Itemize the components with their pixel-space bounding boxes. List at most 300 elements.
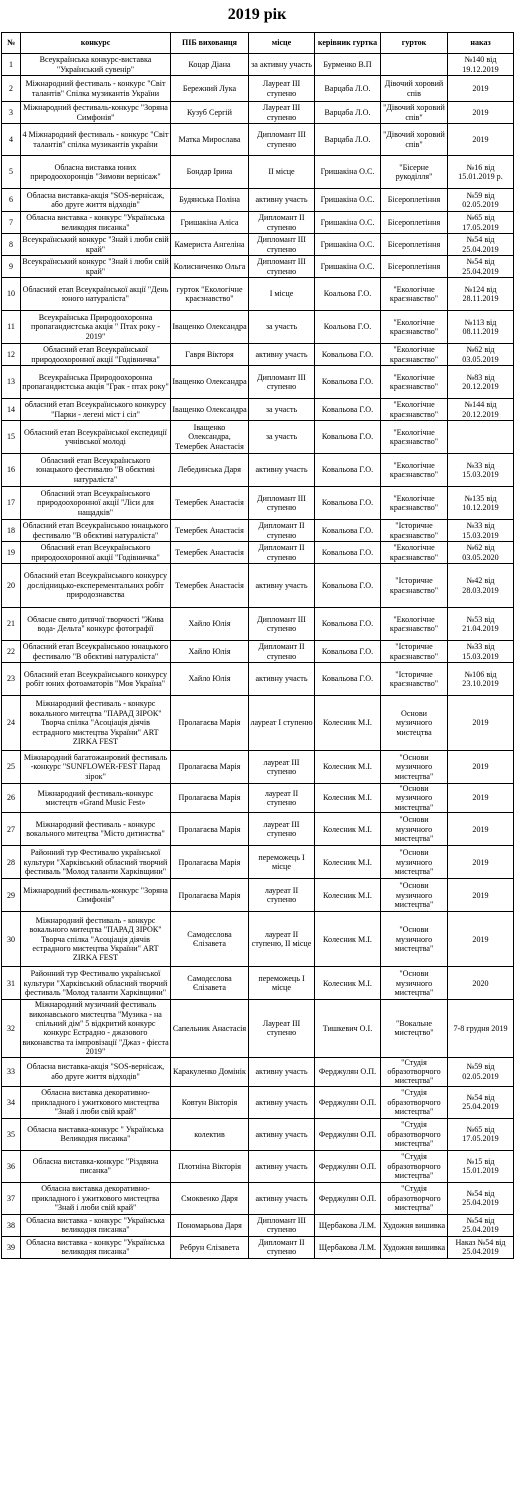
cell-order: 2020 (448, 967, 514, 1000)
cell-place: лауреат І ступеню (249, 696, 315, 751)
table-row (2, 311, 514, 344)
cell-student: Іващенко Олександра, Темербек Анастасія (171, 421, 249, 454)
cell-student: Каракуленко Домінік (171, 1057, 249, 1086)
cell-place: Дипломант ІІ ступеню (249, 520, 315, 542)
cell-order: 7-8 грудня 2019 (448, 1000, 514, 1057)
cell-number: 29 (2, 879, 21, 912)
cell-place: лауреат ІІ ступеню (249, 784, 315, 813)
cell-club: "Студія образотворчого мистецтва" (381, 1150, 448, 1182)
cell-club: "Історичне краєзнавство" (381, 663, 448, 696)
cell-order: №54 від 25.04.2019 (448, 1214, 514, 1236)
cell-leader: Варцаба Л.О. (315, 76, 381, 102)
cell-order: №140 від 19.12.2019 (448, 54, 514, 76)
cell-number: 1 (2, 54, 21, 76)
table-row (2, 1057, 514, 1086)
cell-leader: Ковальова Г.О. (315, 366, 381, 399)
cell-contest: Міжнародний фестиваль - конкурс вокального митецтва "Місто дитинства" (21, 813, 171, 846)
cell-contest: Обласне свято дитячої творчості "Жива вода- Дельта" конкурс фотографії (21, 608, 171, 641)
table-header-row (2, 33, 514, 54)
cell-leader: Гришакіна О.С. (315, 256, 381, 278)
table-row (2, 608, 514, 641)
cell-club: "Історичне краєзнавство" (381, 564, 448, 608)
cell-leader: Ферджулян О.П. (315, 1182, 381, 1214)
cell-club: "Історичне краєзнавство" (381, 520, 448, 542)
cell-contest: Всеукраїнська конкурс-виставка "Український сувенір" (21, 54, 171, 76)
cell-club: "Основи музичного мистецтва" (381, 751, 448, 784)
table-row (2, 784, 514, 813)
table-row (2, 487, 514, 520)
cell-contest: Всеукраїнський конкурс "Знай і люби свій край" (22, 235, 169, 254)
cell-order: №124 від 28.11.2019 (448, 278, 514, 311)
cell-order: 2019 (448, 76, 514, 102)
cell-contest: Всеукраїнський конкурс "Знай і люби свій край" (22, 257, 169, 276)
cell-number: 20 (2, 564, 21, 608)
cell-student: Бережний Лука (171, 76, 249, 102)
cell-contest: Обласна виставка-конкурс "Різдвяна писанка" (21, 1150, 171, 1182)
cell-student: Іващенко Олександра (171, 311, 249, 344)
cell-leader: Ковальова Г.О. (315, 399, 381, 421)
cell-number: 32 (2, 1000, 21, 1057)
table-row (2, 520, 514, 542)
cell-leader: Ковальова Г.О. (315, 564, 381, 608)
cell-student: Темербек Анастасія (171, 487, 249, 520)
cell-student: Гришакіна Аліса (171, 212, 249, 234)
cell-leader: Коальова Г.О. (315, 278, 381, 311)
cell-contest: Обласна виставка - конкурс "Українська великодня писанка" (21, 1214, 171, 1236)
cell-leader: Колесник М.І. (315, 912, 381, 967)
cell-club: Бісероплетіння (381, 256, 448, 278)
cell-student: Кузуб Сергій (171, 102, 249, 124)
cell-number: 2 (2, 76, 21, 102)
cell-student: Пролагаєва Марія (171, 696, 249, 751)
cell-contest: обласний етап Всеукраїнського конкурсу "Парки - легені міст і сіл" (21, 399, 171, 421)
cell-student: Пролагаєва Марія (171, 846, 249, 879)
cell-order: №42 від 28.03.2019 (448, 564, 514, 608)
cell-leader: Ферджулян О.П. (315, 1086, 381, 1118)
cell-club: "Студія образотворчого мистецтва" (381, 1182, 448, 1214)
cell-contest: Обласний етап Всеукраїнської природоохоронної акції "Годівничка" (21, 344, 171, 366)
cell-order: №62 від 03.05.2020 (448, 542, 514, 564)
cell-leader: Ферджулян О.П. (315, 1150, 381, 1182)
header-number: № (2, 33, 21, 54)
cell-club: "Студія образотворчого мистецтва" (381, 1086, 448, 1118)
cell-club: "Екологічне краєзнавство" (381, 366, 448, 399)
cell-club: "Екологічне краєзнавство" (381, 344, 448, 366)
cell-club: "Екологічне краєзнавство" (381, 399, 448, 421)
cell-leader: Ферджулян О.П. (315, 1118, 381, 1150)
cell-contest: 4 Міжнародний фестиваль - конкурс "Світ талантів" спілка музикантів україни (21, 124, 171, 156)
cell-order: №54 від 25.04.2019 (448, 234, 514, 256)
cell-leader: Гришакіна О.С. (315, 189, 381, 212)
cell-student: Хайло Юлія (171, 608, 249, 641)
header-contest: конкурс (21, 33, 171, 54)
cell-order: 2019 (448, 813, 514, 846)
table-row (2, 696, 514, 751)
cell-contest: Районний тур Фестивалю української культури "Харківський обласний творчий фестиваль "Молод таланти Харківщини" (21, 846, 171, 879)
cell-order: 2019 (448, 912, 514, 967)
cell-club: "Студія образотворчого мистецтва" (381, 1057, 448, 1086)
cell-leader: Колесник М.І. (315, 696, 381, 751)
cell-number: 28 (2, 846, 21, 879)
cell-contest: Обласний этап Всеукраїнського природоохоронної акції "Ліси для нащадків" (21, 487, 171, 520)
header-club: гурток (381, 33, 448, 54)
cell-place: Дипломант ІІ ступеню (249, 212, 315, 234)
cell-student: гурток "Екологічне краєзнавство" (171, 278, 249, 311)
cell-student: Пролагаєва Марія (171, 879, 249, 912)
cell-contest: Міжнародний фестиваль - конкурс вокального митецтва "ПАРАД ЗІРОК" Творча спілка "Асоціація діячів естрадного мистецтва України" ART ZIRKA FEST (21, 696, 171, 751)
cell-leader: Варцаба Л.О. (315, 102, 381, 124)
table-row (2, 76, 514, 102)
table-row (2, 54, 514, 76)
cell-leader: Ковальова Г.О. (315, 663, 381, 696)
cell-leader: Ковальова Г.О. (315, 421, 381, 454)
table-row (2, 1150, 514, 1182)
cell-contest: Обласна виставка-акція "SOS-вернісаж, або друге життя відходів" (21, 189, 171, 212)
cell-order: №54 від 25.04.2019 (448, 256, 514, 278)
cell-leader: Колесник М.І. (315, 879, 381, 912)
awards-table (1, 32, 514, 1259)
cell-club: "Основи музичного мистецтва" (381, 912, 448, 967)
cell-club: "Екологічне краєзнавство" (381, 542, 448, 564)
table-row (2, 212, 514, 234)
cell-place: Дипломант ІІІ ступеню (249, 1214, 315, 1236)
cell-order: 2019 (448, 102, 514, 124)
cell-leader: Ковальова Г.О. (315, 344, 381, 366)
cell-contest: Міжнародний фестиваль - конкурс вокального митецтва "ПАРАД ЗІРОК" Творча спілка "Асоціація діячів естрадного мистецтва України" ART ZIRKA FEST (21, 912, 171, 967)
cell-order: №59 від 02.05.2019 (448, 189, 514, 212)
cell-number: 16 (2, 454, 21, 487)
cell-number: 7 (2, 212, 21, 234)
cell-place: активну участь (249, 1118, 315, 1150)
cell-student: колектив (171, 1118, 249, 1150)
cell-club: "Екологічне краєзнавство" (381, 311, 448, 344)
cell-number: 26 (2, 784, 21, 813)
cell-contest: Обласна виставка декоративно-прикладного і ужиткового мистецтва "Знай і люби свій край" (21, 1182, 171, 1214)
cell-club (381, 54, 448, 76)
cell-number: 12 (2, 344, 21, 366)
table-row (2, 366, 514, 399)
cell-club: Художня вишивка (381, 1236, 448, 1258)
cell-student: Коцар Діана (171, 54, 249, 76)
cell-place: активну участь (249, 1086, 315, 1118)
cell-place: Дипломант ІІІ ступеню (249, 234, 315, 256)
cell-number: 33 (2, 1057, 21, 1086)
cell-student: Темербек Анастасія (171, 520, 249, 542)
cell-club: Бісероплетіння (381, 189, 448, 212)
cell-contest: Обласний етап Всеукраїнського конкурсу робіт юних фотоаматорів "Моя Україна" (21, 663, 171, 696)
table-row (2, 967, 514, 1000)
cell-contest: Обласна виставка-акція "SOS-вернісаж, або друге життя відходів" (21, 1057, 171, 1086)
cell-contest: Обласна виставка-конкурс " Українська Великодня писанка" (21, 1118, 171, 1150)
table-row (2, 421, 514, 454)
cell-leader: Тишкевич О.І. (315, 1000, 381, 1057)
cell-contest: Всеукраїнська Природоохоронна пропагандистська акція " Птах року - 2019" (21, 311, 171, 344)
cell-contest: Обласна виставка декоративно-прикладного і ужиткового мистецтва "Знай і люби свій край" (21, 1086, 171, 1118)
cell-club: "Екологічне краєзнавство" (381, 487, 448, 520)
header-student: ПІБ вихованця (171, 33, 249, 54)
cell-club: "Студія образотворчого мистецтва" (381, 1118, 448, 1150)
cell-leader: Коальова Г.О. (315, 311, 381, 344)
cell-contest: Міжнародний музичний фестиваль виконавського мистецтва "Музика - на спільний дім" 5 відкритий конкурс конкурс Естрадно - джазового виконавства та імпровізації "Джаз - фієста 2019" (22, 1000, 169, 1057)
cell-order: Наказ №54 від 25.04.2019 (448, 1236, 514, 1258)
cell-place: Лауреат ІІІ ступеню (249, 1000, 315, 1057)
cell-number: 34 (2, 1086, 21, 1118)
cell-place: за участь (249, 311, 315, 344)
cell-contest: Обласний етап Всеукраїнської акції "День юного натураліста" (21, 278, 171, 311)
table-row (2, 1182, 514, 1214)
cell-place: Лауреат ІІІ ступеню (249, 102, 315, 124)
cell-club: Основи музичного мистецтва (381, 696, 448, 751)
cell-student: Камериста Ангеліна (171, 234, 249, 256)
cell-student: Ребрун Єлізавета (171, 1236, 249, 1258)
cell-leader: Ковальова Г.О. (315, 520, 381, 542)
cell-number: 35 (2, 1118, 21, 1150)
cell-order: №65 від 17.05.2019 (448, 1118, 514, 1150)
table-row (2, 663, 514, 696)
cell-leader: Колесник М.І. (315, 813, 381, 846)
cell-student: Самодєслова Єлізавета (171, 912, 249, 967)
cell-place: активну участь (249, 344, 315, 366)
cell-student: Матка Мирослава (171, 124, 249, 156)
cell-contest: Районний тур Фестивалю української культури "Харківський обласний творчий фестиваль "Молод таланти Харківщини" (21, 967, 171, 1000)
cell-order: 2019 (448, 124, 514, 156)
cell-place: активну участь (249, 663, 315, 696)
table-row (2, 1118, 514, 1150)
cell-place: лауреат ІІІ ступеню (249, 813, 315, 846)
cell-club: "Екологічне краєзнавство" (381, 421, 448, 454)
cell-place: за участь (249, 399, 315, 421)
cell-leader: Щербакова Л.М. (315, 1214, 381, 1236)
cell-contest: Всеукраїнська Природоохоронна пропагандистська акція "Грак - птах року" (21, 366, 171, 399)
cell-student: Колисниченко Ольга (171, 256, 249, 278)
cell-order: №54 від 25.04.2019 (448, 1182, 514, 1214)
table-row (2, 454, 514, 487)
cell-place: активну участь (249, 1150, 315, 1182)
cell-number: 25 (2, 751, 21, 784)
cell-student: Пономарьова Даря (171, 1214, 249, 1236)
cell-place: Дипломант ІІ ступеню (249, 1236, 315, 1258)
cell-leader: Варцаба Л.О. (315, 124, 381, 156)
cell-club: Художня вишивка (381, 1214, 448, 1236)
cell-order: 2019 (448, 846, 514, 879)
cell-student: Лебединська Даря (171, 454, 249, 487)
cell-club: Дівочий хоровий спів (381, 76, 448, 102)
table-row (2, 846, 514, 879)
header-place: місце (249, 33, 315, 54)
cell-order: 2019 (448, 784, 514, 813)
cell-order: 2019 (448, 751, 514, 784)
table-row (2, 1236, 514, 1258)
cell-club: "Бісерне рукоділля" (381, 156, 448, 189)
cell-order: №16 від 15.01.2019 р. (448, 156, 514, 189)
table-row (2, 189, 514, 212)
cell-student: Пролагаєва Марія (171, 784, 249, 813)
cell-student: Хайло Юлія (171, 641, 249, 663)
cell-club: "Екологічне краєзнавство" (381, 454, 448, 487)
cell-order: 2019 (448, 696, 514, 751)
cell-order: №53 від 21.04.2019 (448, 608, 514, 641)
cell-leader: Гришакіна О.С. (315, 156, 381, 189)
cell-order: №62 від 03.05.2019 (448, 344, 514, 366)
cell-order: №33 від 15.03.2019 (448, 520, 514, 542)
header-order: наказ (448, 33, 514, 54)
cell-student: Іващенко Олександра (171, 366, 249, 399)
cell-contest: Обласний етап Всеукраїнського природоохоронної акції "Годівничка" (21, 542, 171, 564)
cell-order: №15 від 15.01.2019 (448, 1150, 514, 1182)
cell-order: №59 від 02.05.2019 (448, 1057, 514, 1086)
cell-leader: Гришакіна О.С. (315, 212, 381, 234)
cell-student: Гавря Вікторя (171, 344, 249, 366)
cell-place: лауреат ІІІ ступеню (249, 751, 315, 784)
cell-order: №135 від 10.12.2019 (448, 487, 514, 520)
cell-club: "Основи музичного мистецтва" (381, 813, 448, 846)
cell-place: Дипломант ІІІ ступеню (249, 124, 315, 156)
cell-place: лауреат ІІ ступеню, ІІ місце (249, 912, 315, 967)
cell-number: 5 (2, 156, 21, 189)
cell-order (448, 421, 514, 454)
cell-student: Смоквенко Даря (171, 1182, 249, 1214)
cell-number: 4 (2, 124, 21, 156)
cell-leader: Колесник М.І. (315, 967, 381, 1000)
cell-place: переможець І місце (249, 967, 315, 1000)
cell-number: 10 (2, 278, 21, 311)
table-row (2, 912, 514, 967)
cell-place: переможець І місце (249, 846, 315, 879)
table-row (2, 1214, 514, 1236)
cell-club: Бісероплетіння (381, 234, 448, 256)
table-row (2, 234, 514, 256)
cell-order: №54 від 25.04.2019 (448, 1086, 514, 1118)
cell-order: №33 від 15.03.2019 (448, 454, 514, 487)
cell-student: Бондар Ірина (171, 156, 249, 189)
cell-club: "Вокальне мистецтво" (381, 1000, 448, 1057)
cell-contest: Міжнародний фестиваль - конкурс "Світ талантів" Спілка музикантів України (21, 76, 171, 102)
cell-number: 19 (2, 542, 21, 564)
cell-place: ІІ місце (249, 156, 315, 189)
cell-place: активну участь (249, 454, 315, 487)
cell-contest: Обласний етап Всеукраїнської експедиції учнівської молоді (21, 421, 171, 454)
cell-contest: Міжнародний фестиваль-конкурс мистецтв «Grand Music Fest» (21, 784, 171, 813)
cell-number: 38 (2, 1214, 21, 1236)
cell-student: Самодєслова Єлізавета (171, 967, 249, 1000)
table-row (2, 256, 514, 278)
cell-contest: Обласна виставка - конкурс "Українська великодня писанка" (21, 212, 171, 234)
cell-number: 17 (2, 487, 21, 520)
header-leader: керівник гуртка (315, 33, 381, 54)
table-row (2, 751, 514, 784)
table-body (2, 54, 514, 1259)
cell-place: Дипломант ІІ ступеню (249, 641, 315, 663)
cell-student: Пролагаєва Марія (171, 813, 249, 846)
cell-contest: Міжнародний фестиваль-конкурс "Зоряна Симфонія" (21, 879, 171, 912)
cell-contest: Обласний етап Всеукраїнського конкурсу дослідницько-експерементальних робіт природознавства (21, 564, 171, 608)
cell-number: 36 (2, 1150, 21, 1182)
cell-club: Бісероплетіння (381, 212, 448, 234)
cell-place: активну участь (249, 1182, 315, 1214)
cell-contest: Обласний етап Всеукраїнського юнацького фестивалю "В обєктиві натураліста" (21, 454, 171, 487)
page-title: 2019 рік (227, 6, 287, 23)
cell-club: "Історичне краєзнавство" (381, 641, 448, 663)
cell-number: 9 (2, 256, 21, 278)
cell-order: №113 від 08.11.2019 (448, 311, 514, 344)
cell-order: №33 від 15.03.2019 (448, 641, 514, 663)
cell-student: Сапельник Анастасія (171, 1000, 249, 1057)
cell-number: 22 (2, 641, 21, 663)
cell-place: Дипломант ІІ ступеню (249, 542, 315, 564)
cell-number: 23 (2, 663, 21, 696)
cell-place: Дипломант ІІІ ступеню (249, 256, 315, 278)
cell-contest: Обласний етап Всеукраїнськоо юнацького фестивалю "В обєктиві натураліста" (21, 520, 171, 542)
cell-contest: Обласний етап Всеукраїнськоо юнацького фестивалю "В обєктиві натураліста" (21, 641, 171, 663)
cell-number: 37 (2, 1182, 21, 1214)
cell-club: "Основи музичного мистецтва" (381, 879, 448, 912)
cell-leader: Ковальова Г.О. (315, 542, 381, 564)
cell-number: 14 (2, 399, 21, 421)
cell-order: №65 від 17.05.2019 (448, 212, 514, 234)
table-row (2, 879, 514, 912)
cell-number: 11 (2, 311, 21, 344)
cell-number: 39 (2, 1236, 21, 1258)
cell-leader: Колесник М.І. (315, 846, 381, 879)
table-row (2, 542, 514, 564)
cell-order: №83 від 20.12.2019 (448, 366, 514, 399)
cell-student: Плотніна Вікторія (171, 1150, 249, 1182)
table-row (2, 641, 514, 663)
table-row (2, 399, 514, 421)
cell-number: 15 (2, 421, 21, 454)
cell-student: Іващенко Олександра (171, 399, 249, 421)
cell-place: активну участь (249, 564, 315, 608)
cell-place: Лауреат ІІІ ступеню (249, 76, 315, 102)
cell-number: 27 (2, 813, 21, 846)
cell-contest: Обласна виставка - конкурс "Українська великодня писанка" (21, 1236, 171, 1258)
cell-club: "Дівочий хоровий спів" (381, 124, 448, 156)
table-row (2, 156, 514, 189)
cell-number: 24 (2, 696, 21, 751)
cell-number: 31 (2, 967, 21, 1000)
cell-place: Дипломант ІІІ ступеню (249, 487, 315, 520)
cell-club: "Екологічне краєзнавство" (381, 278, 448, 311)
cell-number: 18 (2, 520, 21, 542)
cell-leader: Ферджулян О.П. (315, 1057, 381, 1086)
cell-leader: Гришакіна О.С. (315, 234, 381, 256)
cell-place: І місце (249, 278, 315, 311)
cell-contest: Обласна виставка юних природоохоронців "Зимови вернісаж" (21, 156, 171, 189)
table-row (2, 102, 514, 124)
cell-place: Дипломант ІІІ ступеню (249, 608, 315, 641)
cell-leader: Ковальова Г.О. (315, 641, 381, 663)
cell-number: 30 (2, 912, 21, 967)
cell-place: Дипломант ІІІ ступеню (249, 366, 315, 399)
table-row (2, 564, 514, 608)
cell-leader: Ковальова Г.О. (315, 487, 381, 520)
cell-contest: Міжнародний багатожанровий фестиваль -конкурс "SUNFLOWER-FEST Парад зірок" (21, 751, 171, 784)
cell-place: активну участь (249, 189, 315, 212)
table-row (2, 124, 514, 156)
cell-leader: Щербакова Л.М. (315, 1236, 381, 1258)
cell-place: за участь (249, 421, 315, 454)
cell-club: "Екологічне краєзнавство" (381, 608, 448, 641)
cell-place: за активну участь (249, 54, 315, 76)
cell-student: Темербек Анастасія (171, 542, 249, 564)
cell-leader: Колесник М.І. (315, 784, 381, 813)
cell-order: №106 від 23.10.2019 (448, 663, 514, 696)
cell-club: "Основи музичного мистецтва" (381, 784, 448, 813)
cell-place: лауреат ІІ ступеню (249, 879, 315, 912)
table-row (2, 813, 514, 846)
cell-leader: Бурменко В.П (315, 54, 381, 76)
cell-leader: Ковальова Г.О. (315, 454, 381, 487)
